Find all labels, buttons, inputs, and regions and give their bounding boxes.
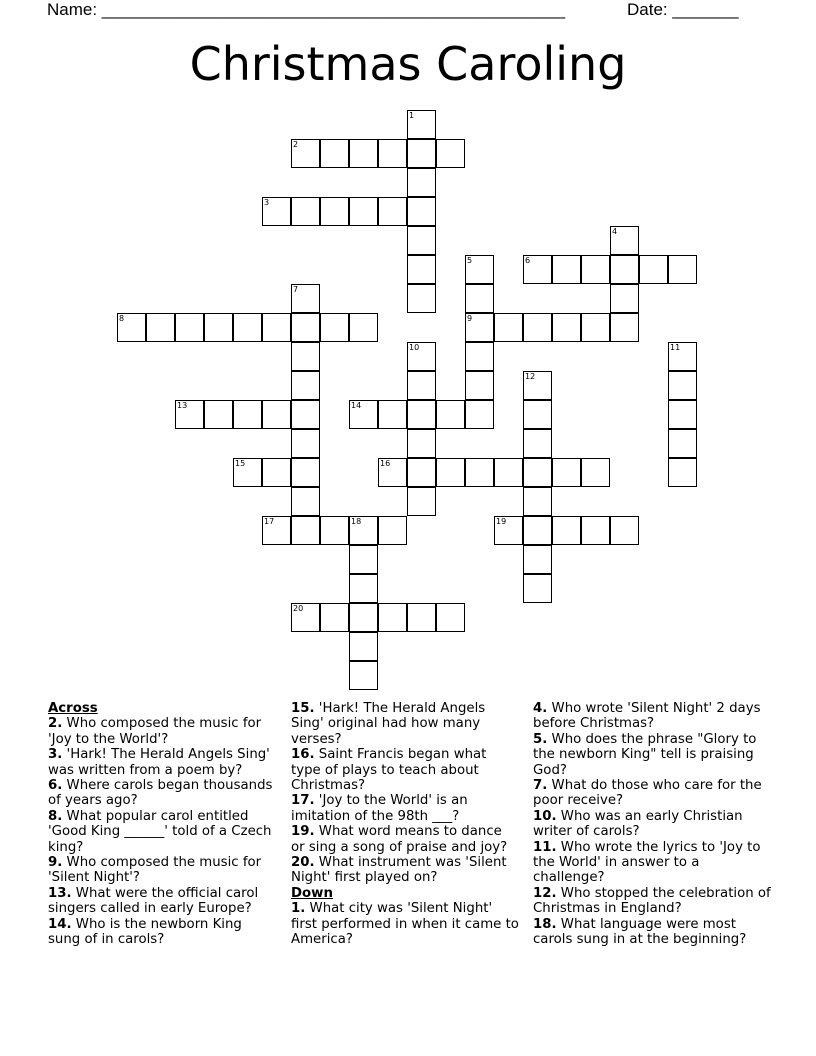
clue-8	[48, 809, 276, 855]
grid-cell[interactable]	[523, 429, 552, 458]
grid-cell[interactable]	[523, 371, 552, 400]
grid-cell[interactable]	[349, 516, 378, 545]
grid-cell[interactable]	[610, 313, 639, 342]
grid-cell[interactable]	[320, 313, 349, 342]
grid-cell[interactable]	[407, 603, 436, 632]
clue-13	[48, 886, 276, 917]
grid-cell[interactable]	[262, 400, 291, 429]
clue-text: Who wrote 'Silent Night' 2 days before Christmas?	[533, 701, 761, 732]
clue-7	[533, 778, 773, 809]
cell-number: 1	[409, 111, 415, 120]
grid-cell[interactable]	[523, 516, 552, 545]
clue-15	[291, 701, 519, 747]
grid-cell[interactable]	[291, 197, 320, 226]
grid-cell[interactable]	[175, 313, 204, 342]
grid-cell[interactable]	[349, 139, 378, 168]
grid-cell[interactable]	[407, 197, 436, 226]
grid-cell[interactable]	[320, 139, 349, 168]
clue-16	[291, 747, 519, 793]
clue-number: 13.	[48, 885, 72, 901]
grid-cell[interactable]	[668, 342, 697, 371]
clue-9	[48, 855, 276, 886]
grid-cell[interactable]	[407, 429, 436, 458]
cell-number: 18	[351, 517, 362, 526]
grid-cell[interactable]	[291, 603, 320, 632]
grid-cell[interactable]	[436, 139, 465, 168]
cell-number: 5	[467, 256, 473, 265]
grid-cell[interactable]	[291, 487, 320, 516]
grid-cell[interactable]	[407, 110, 436, 139]
clue-number: 18.	[533, 916, 557, 932]
clue-6	[48, 778, 276, 809]
grid-cell[interactable]	[465, 458, 494, 487]
grid-cell[interactable]	[523, 255, 552, 284]
clue-number: 15.	[291, 701, 315, 716]
cell-number: 2	[293, 140, 299, 149]
grid-cell[interactable]	[523, 313, 552, 342]
clue-number: 20.	[291, 855, 315, 871]
clue-11	[533, 840, 773, 886]
clue-text: What instrument was 'Silent Night' first played on?	[291, 855, 507, 886]
grid-cell[interactable]	[407, 371, 436, 400]
grid-cell[interactable]	[610, 516, 639, 545]
clue-number: 16.	[291, 747, 315, 763]
grid-cell[interactable]	[668, 255, 697, 284]
grid-cell[interactable]	[146, 313, 175, 342]
cell-number: 15	[235, 459, 246, 468]
grid-cell[interactable]	[262, 313, 291, 342]
grid-cell[interactable]	[233, 313, 262, 342]
down-heading: Down	[291, 885, 333, 901]
clue-number: 9.	[48, 855, 63, 871]
clue-number: 6.	[48, 778, 63, 794]
grid-cell[interactable]	[349, 574, 378, 603]
grid-cell[interactable]	[320, 197, 349, 226]
clue-text: 'Hark! The Herald Angels Sing' was written from a poem by?	[48, 747, 270, 778]
clue-12	[533, 886, 773, 917]
grid-cell[interactable]	[349, 603, 378, 632]
grid-cell[interactable]	[610, 284, 639, 313]
clue-text: Who composed the music for 'Silent Night'?	[48, 855, 262, 886]
grid-cell[interactable]	[407, 168, 436, 197]
grid-cell[interactable]	[233, 458, 262, 487]
clue-10	[533, 809, 773, 840]
clue-text: What do those who care for the poor receive?	[533, 778, 762, 809]
cell-number: 6	[525, 256, 531, 265]
grid-cell[interactable]	[552, 313, 581, 342]
clue-20	[291, 855, 519, 886]
clue-number: 11.	[533, 839, 557, 855]
clue-text: Where carols began thousands of years ago?	[48, 778, 273, 809]
cell-number: 12	[525, 372, 536, 381]
clue-text: 'Hark! The Herald Angels Sing' original had how many verses?	[291, 701, 486, 747]
clue-19	[291, 824, 519, 855]
grid-cell[interactable]	[523, 487, 552, 516]
grid-cell[interactable]	[262, 516, 291, 545]
grid-cell[interactable]	[378, 603, 407, 632]
grid-cell[interactable]	[262, 458, 291, 487]
grid-cell[interactable]	[175, 400, 204, 429]
grid-cell[interactable]	[523, 545, 552, 574]
clue-number: 17.	[291, 793, 315, 809]
grid-cell[interactable]	[523, 400, 552, 429]
clue-number: 2.	[48, 716, 63, 732]
page-title: Christmas Caroling	[189, 37, 627, 91]
grid-cell[interactable]	[407, 284, 436, 313]
clue-14	[48, 917, 276, 948]
grid-cell[interactable]	[494, 313, 523, 342]
grid-cell[interactable]	[204, 313, 233, 342]
grid-cell[interactable]	[117, 313, 146, 342]
clue-text: What popular carol entitled 'Good King ______' told of a Czech king?	[48, 808, 272, 855]
grid-cell[interactable]	[291, 371, 320, 400]
grid-cell[interactable]	[436, 458, 465, 487]
grid-cell[interactable]	[291, 458, 320, 487]
grid-cell[interactable]	[581, 516, 610, 545]
grid-cell[interactable]	[465, 255, 494, 284]
grid-cell[interactable]	[581, 313, 610, 342]
grid-cell[interactable]	[378, 197, 407, 226]
grid-cell[interactable]	[436, 603, 465, 632]
clue-5	[533, 732, 773, 778]
clue-number: 19.	[291, 824, 315, 840]
name-field-label: Name: _________________________________________________	[47, 0, 566, 19]
clue-1	[291, 901, 519, 947]
cell-number: 9	[467, 314, 473, 323]
grid-cell[interactable]	[552, 255, 581, 284]
date-field-label: Date: _______	[627, 0, 739, 19]
grid-cell[interactable]	[465, 313, 494, 342]
cell-number: 3	[264, 198, 270, 207]
grid-cell[interactable]	[581, 255, 610, 284]
clue-text: Who is the newborn King sung of in carols?	[48, 916, 242, 948]
clue-18	[533, 917, 773, 948]
grid-cell[interactable]	[291, 516, 320, 545]
grid-cell[interactable]	[465, 371, 494, 400]
cell-number: 4	[612, 227, 618, 236]
clue-3	[48, 747, 276, 778]
grid-cell[interactable]	[291, 429, 320, 458]
grid-cell[interactable]	[204, 400, 233, 429]
cell-number: 17	[264, 517, 275, 526]
clue-number: 10.	[533, 808, 557, 824]
grid-cell[interactable]	[349, 661, 378, 690]
grid-cell[interactable]	[291, 342, 320, 371]
cell-number: 19	[496, 517, 507, 526]
clue-text: 'Joy to the World' is an imitation of the 98th ___?	[291, 793, 468, 824]
grid-cell[interactable]	[494, 516, 523, 545]
grid-cell[interactable]	[668, 371, 697, 400]
clue-column-1	[48, 701, 276, 948]
cell-number: 10	[409, 343, 420, 352]
clue-number: 7.	[533, 778, 548, 794]
grid-cell[interactable]	[320, 603, 349, 632]
grid-cell[interactable]	[349, 400, 378, 429]
cell-number: 20	[293, 604, 304, 613]
clue-text: What city was 'Silent Night' first performed in when it came to America?	[291, 901, 519, 948]
grid-cell[interactable]	[349, 313, 378, 342]
grid-cell[interactable]	[552, 516, 581, 545]
grid-cell[interactable]	[378, 400, 407, 429]
clue-column-2	[291, 701, 519, 948]
grid-cell[interactable]	[407, 487, 436, 516]
grid-cell[interactable]	[320, 516, 349, 545]
grid-cell[interactable]	[233, 400, 262, 429]
cell-number: 13	[177, 401, 188, 410]
clue-number: 5.	[533, 731, 548, 747]
clue-column-3	[533, 701, 773, 948]
clue-number: 3.	[48, 747, 63, 763]
grid-cell[interactable]	[291, 313, 320, 342]
clue-number: 1.	[291, 901, 306, 917]
grid-cell[interactable]	[262, 197, 291, 226]
grid-cell[interactable]	[581, 458, 610, 487]
grid-cell[interactable]	[552, 458, 581, 487]
grid-cell[interactable]	[407, 255, 436, 284]
grid-cell[interactable]	[465, 284, 494, 313]
grid-cell[interactable]	[407, 226, 436, 255]
cell-number: 16	[380, 459, 391, 468]
cell-number: 7	[293, 285, 299, 294]
clue-number: 12.	[533, 885, 557, 901]
grid-cell[interactable]	[407, 400, 436, 429]
cell-number: 8	[119, 314, 125, 323]
grid-cell[interactable]	[407, 458, 436, 487]
clue-text: Saint Francis began what type of plays to teach about Christmas?	[291, 747, 487, 794]
grid-cell[interactable]	[436, 400, 465, 429]
grid-cell[interactable]	[378, 458, 407, 487]
grid-cell[interactable]	[291, 139, 320, 168]
clue-text: What were the official carol singers called in early Europe?	[48, 885, 259, 917]
grid-cell[interactable]	[349, 632, 378, 661]
clue-text: Who wrote the lyrics to 'Joy to the World' in answer to a challenge?	[533, 839, 761, 886]
grid-cell[interactable]	[523, 574, 552, 603]
grid-cell[interactable]	[291, 284, 320, 313]
grid-cell[interactable]	[291, 400, 320, 429]
grid-cell[interactable]	[494, 458, 523, 487]
clue-17	[291, 793, 519, 824]
clue-text: Who stopped the celebration of Christmas in England?	[533, 885, 771, 917]
cell-number: 11	[670, 343, 681, 352]
clue-text: Who was an early Christian writer of carols?	[533, 808, 743, 840]
clue-text: What language were most carols sung in at the beginning?	[533, 916, 747, 948]
clue-2	[48, 716, 276, 747]
clue-text: What word means to dance or sing a song of praise and joy?	[291, 824, 508, 855]
clue-number: 14.	[48, 916, 72, 932]
grid-cell[interactable]	[639, 255, 668, 284]
clue-text: Who does the phrase "Glory to the newborn King" tell is praising God?	[533, 731, 757, 778]
grid-cell[interactable]	[407, 342, 436, 371]
cell-number: 14	[351, 401, 362, 410]
grid-cell[interactable]	[668, 400, 697, 429]
grid-cell[interactable]	[465, 342, 494, 371]
grid-cell[interactable]	[378, 516, 407, 545]
grid-cell[interactable]	[349, 197, 378, 226]
clue-4	[533, 701, 773, 732]
clue-text: Who composed the music for 'Joy to the World'?	[48, 716, 262, 747]
grid-cell[interactable]	[407, 139, 436, 168]
grid-cell[interactable]	[523, 458, 552, 487]
grid-cell[interactable]	[668, 458, 697, 487]
clue-number: 8.	[48, 808, 63, 824]
clue-number: 4.	[533, 701, 548, 716]
grid-cell[interactable]	[378, 139, 407, 168]
across-heading: Across	[48, 701, 98, 716]
grid-cell[interactable]	[465, 400, 494, 429]
grid-cell[interactable]	[668, 429, 697, 458]
grid-cell[interactable]	[610, 255, 639, 284]
grid-cell[interactable]	[610, 226, 639, 255]
grid-cell[interactable]	[349, 545, 378, 574]
